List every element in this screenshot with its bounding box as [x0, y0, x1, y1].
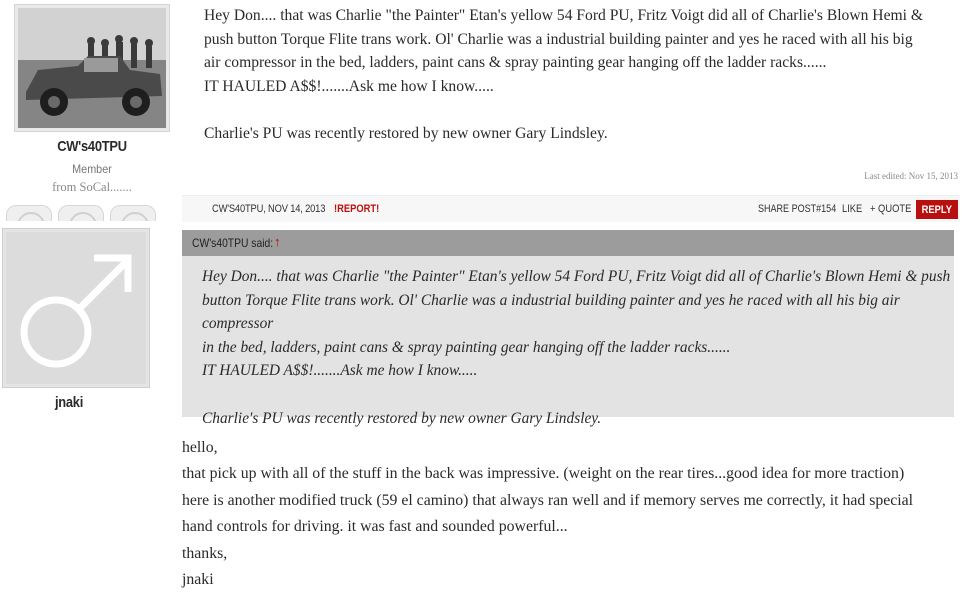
quote-line: IT HAULED A$$!.......Ask me how I know.....	[202, 362, 478, 380]
username-cws40tpu[interactable]: CW's40TPU	[57, 138, 127, 155]
user-title: Member	[72, 162, 112, 176]
quote-body	[182, 256, 954, 427]
message-line: push button Torque Flite trans work. Ol' Charlie was a industrial building painter and yes he raced with all his big	[204, 30, 913, 48]
reply-button-label: REPLY	[921, 203, 953, 216]
user-location: from SoCal.......	[52, 180, 132, 194]
avatar-photo	[18, 8, 166, 128]
user-avatar-cws40tpu[interactable]	[14, 4, 170, 132]
like-link[interactable]: LIKE	[842, 203, 863, 215]
quote-header	[182, 230, 954, 256]
message-line: IT HAULED A$$!.......Ask me how I know.....	[204, 77, 494, 95]
report-link[interactable]: !REPORT!	[334, 203, 380, 215]
car-photo-icon	[18, 8, 166, 128]
message-line: air compressor in the bed, ladders, paint cans & spray painting gear hanging off the ladder racks......	[204, 54, 827, 72]
quote-line: Charlie's PU was recently restored by new owner Gary Lindsley.	[202, 409, 602, 427]
quote-author: CW's40TPU said:	[192, 236, 274, 250]
message-line: Hey Don.... that was Charlie "the Painter" Etan's yellow 54 Ford PU, Fritz Voigt did all of Charlie's Blown Hemi &	[204, 7, 923, 24]
last-edited-note: Last edited: Nov 15, 2013	[864, 171, 958, 181]
trophy-badge-icon[interactable]	[110, 205, 156, 221]
post-author-date-link[interactable]: CW'S40TPU, NOV 14, 2013	[212, 203, 326, 215]
quote-spacer	[202, 383, 952, 407]
reply-line: thanks,	[182, 544, 228, 562]
male-symbol-icon	[6, 232, 146, 384]
reply-line: jnaki	[182, 571, 214, 589]
quote-line: in the bed, ladders, paint cans & spray painting gear hanging off the ladder racks......	[202, 338, 731, 356]
jump-to-quote-arrow-icon[interactable]: ↑	[274, 234, 281, 249]
post-message-reply	[182, 435, 962, 593]
user-avatar-jnaki[interactable]	[2, 228, 150, 388]
quote-line: button Torque Flite trans work. Ol' Charlie was a industrial building painter and yes he raced with all his big air compressor	[202, 291, 900, 333]
post-message-154	[204, 4, 956, 146]
reply-button[interactable]	[916, 200, 958, 219]
share-post-link[interactable]: SHARE POST#154	[758, 203, 837, 215]
quote-line: Hey Don.... that was Charlie "the Painter" Etan's yellow 54 Ford PU, Fritz Voigt did all of Charlie's Blown Hemi & push	[202, 268, 951, 285]
message-meta-bar	[182, 195, 960, 222]
reply-line: that pick up with all of the stuff in the back was impressive. (weight on the rear tires...good idea for more traction)	[182, 465, 905, 483]
trophy-badge-icon[interactable]	[58, 205, 104, 221]
message-spacer	[204, 98, 956, 122]
quote-text	[202, 265, 952, 430]
reply-line: hello,	[182, 439, 218, 456]
reply-line: hand controls for driving. it was fast and sounded powerful...	[182, 518, 568, 536]
default-avatar	[6, 232, 146, 384]
trophy-badge-icon[interactable]	[6, 205, 52, 221]
message-line: Charlie's PU was recently restored by new owner Gary Lindsley.	[204, 124, 608, 142]
username-jnaki[interactable]: jnaki	[54, 394, 84, 411]
quote-link[interactable]: + QUOTE	[870, 203, 912, 215]
reply-line: here is another modified truck (59 el camino) that always ran well and if memory serves me correctly, it had special	[182, 491, 914, 509]
